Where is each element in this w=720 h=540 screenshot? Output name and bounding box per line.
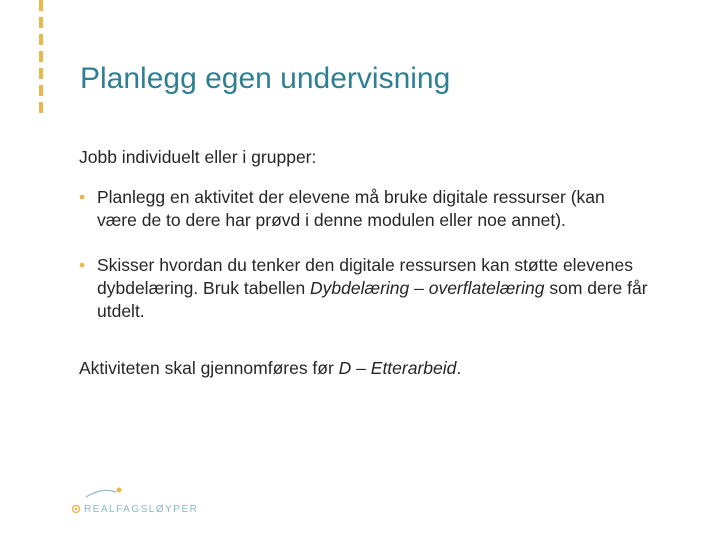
intro-text: Jobb individuelt eller i grupper: <box>79 147 317 167</box>
bullet-item-1 <box>79 186 649 232</box>
outro-text <box>79 357 649 380</box>
bullet-item-2 <box>79 254 649 323</box>
outro-text-end: . <box>456 358 462 378</box>
logo-text: REALFAGSLØYPER <box>84 504 199 515</box>
bullet-text-end: som dere får utdelt. <box>97 278 648 321</box>
accent-bar <box>39 0 43 114</box>
slide-content <box>79 146 649 380</box>
bullet-marker: • <box>79 255 86 275</box>
bullet-marker: • <box>79 187 86 207</box>
outro-emphasis: D – Etterarbeid <box>338 358 457 378</box>
slide-title: Planlegg egen undervisning <box>80 62 451 95</box>
bullet-text: Planlegg en aktivitet der elevene må bruke digitale ressurser (kan være de to dere har prøvd i denne modulen eller noe annet). <box>97 187 605 230</box>
bullet-list <box>79 186 649 323</box>
bullet-text: Skisser hvordan du tenker den digitale ressursen kan støtte elevenes dybdelæring. Bruk tabellen <box>97 255 633 298</box>
outro-text-start: Aktiviteten skal gjennomføres før <box>79 358 339 378</box>
bullet-emphasis: Dybdelæring – overflatelæring <box>310 278 545 298</box>
realfagsloyper-logo <box>70 485 210 525</box>
